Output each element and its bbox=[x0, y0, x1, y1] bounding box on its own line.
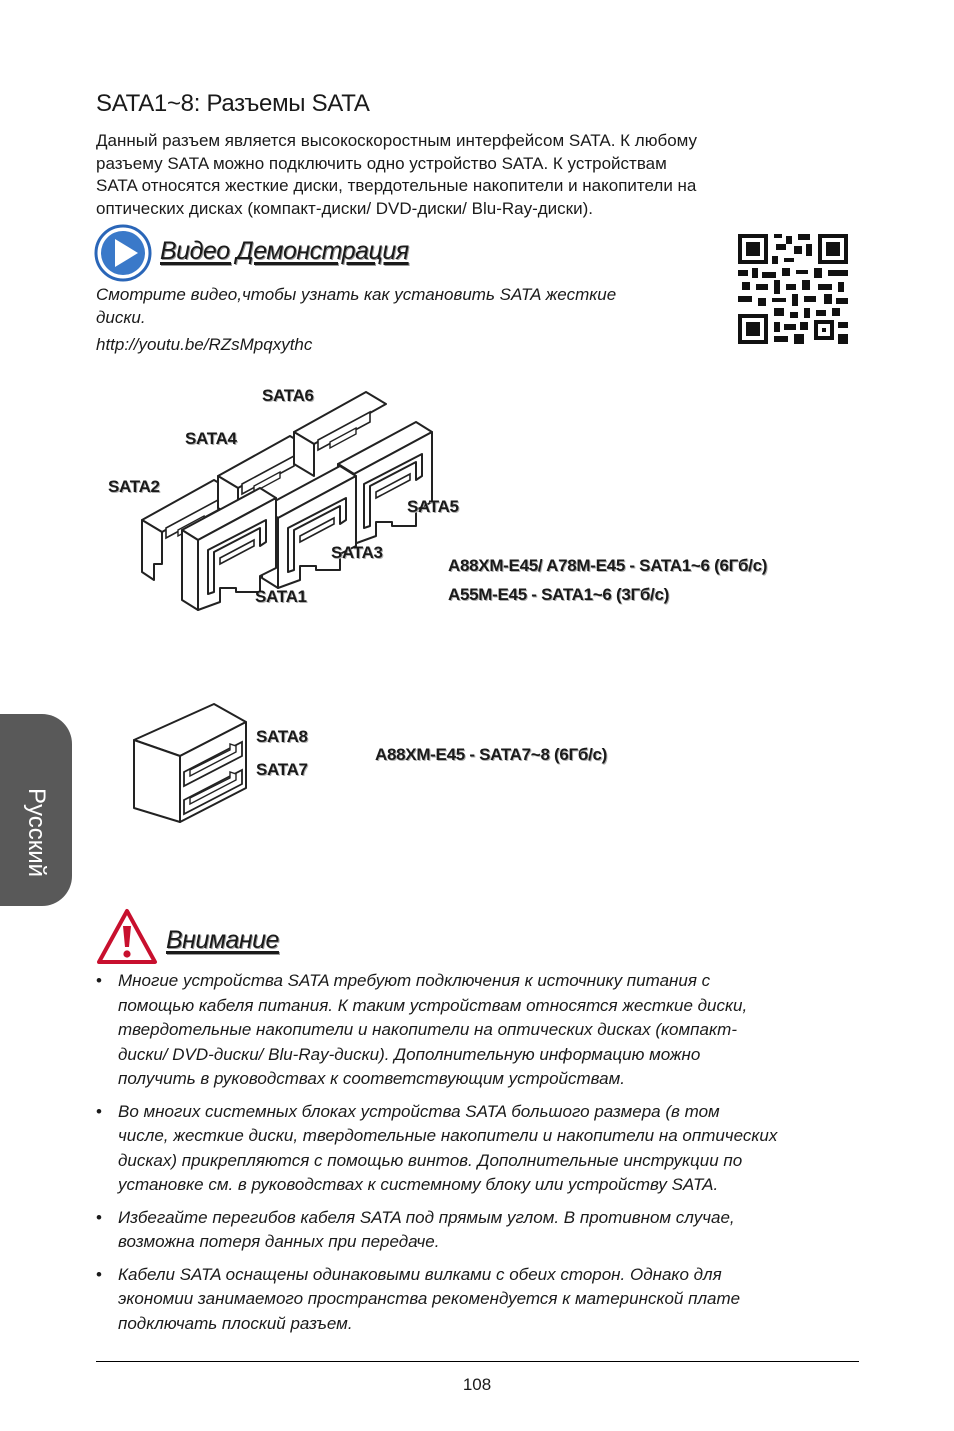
intro-line: Данный разъем является высокоскоростным интерфейсом SATA. К любому bbox=[96, 131, 698, 150]
video-description bbox=[96, 283, 696, 329]
bullet-icon: • bbox=[96, 971, 102, 990]
warning-item: • Кабели SATA оснащены одинаковыми вилками с обеих сторон. Однако для экономии занимаемого пространства рекомендуется к материнской плате подключать плоский разъем. bbox=[96, 1264, 741, 1333]
model-speed-note: A55M-E45 - SATA1~6 (3Гб/с) bbox=[448, 585, 669, 604]
bullet-icon: • bbox=[96, 1264, 102, 1284]
qr-code-icon bbox=[738, 234, 848, 344]
sata6-label: SATA6 bbox=[262, 386, 314, 405]
intro-line: оптических дисках (компакт-диски/ DVD-диски/ Blu-Ray-диски). bbox=[96, 198, 593, 218]
sata5-label: SATA5 bbox=[407, 497, 459, 516]
bullet-icon: • bbox=[96, 1207, 102, 1227]
section-title: SATA1~8: Разъемы SATA bbox=[96, 90, 370, 117]
model-speed-note: A88XM-E45/ A78M-E45 - SATA1~6 (6Гб/с) bbox=[448, 556, 768, 575]
warning-heading: Внимание bbox=[166, 926, 279, 954]
footer-divider bbox=[96, 1361, 859, 1362]
bullet-icon: • bbox=[96, 1101, 102, 1121]
warning-list bbox=[96, 969, 864, 1336]
sata4-label: SATA4 bbox=[185, 429, 237, 448]
warning-triangle-icon bbox=[96, 908, 158, 966]
video-url-link[interactable]: http://youtu.be/RZsMpqxythc bbox=[96, 335, 313, 354]
warning-item: • Во многих системных блоках устройства SATA большого размера (в том числе, жесткие диски, твердотельные накопители и накопители на оптических дисках) прикрепляются с помощью винтов. Дополнительные инструкции по установке см. в руководствах к системному блоку или устройству SATA. bbox=[96, 1101, 778, 1194]
video-desc-line: диски. bbox=[96, 308, 146, 327]
language-side-tab bbox=[0, 714, 72, 906]
warning-item: • Избегайте перегибов кабеля SATA под прямым углом. В противном случае, возможна потеря данных при передаче. bbox=[96, 1207, 735, 1251]
sata7-8-diagram bbox=[130, 700, 250, 826]
intro-line: SATA относятся жесткие диски, твердотельные накопители и накопители на bbox=[96, 176, 697, 195]
model-speed-note: A88XM-E45 - SATA7~8 (6Гб/с) bbox=[375, 745, 608, 764]
intro-paragraph bbox=[96, 130, 856, 220]
sata7-label: SATA7 bbox=[256, 760, 308, 779]
sata3-label: SATA3 bbox=[331, 543, 383, 562]
warning-item: • Многие устройства SATA требуют подключения к источнику питания с помощью кабеля питания. К таким устройствам относятся жесткие диски, твердотельные накопители и накопители на оптических дисках (компакт- диски/ DVD-диски/ Blu-Ray-диски). Дополнительную информацию можно получить в руководствах к соответствующим устройствам. bbox=[96, 971, 748, 1088]
sata8-label: SATA8 bbox=[256, 727, 308, 746]
sata2-label: SATA2 bbox=[108, 477, 160, 496]
play-icon bbox=[94, 224, 154, 284]
sata-ports-diagram bbox=[138, 384, 448, 612]
page-number: 108 bbox=[462, 1375, 492, 1394]
sata1-label: SATA1 bbox=[255, 587, 307, 606]
video-heading: Видео Демонстрация bbox=[160, 237, 409, 265]
language-label: Русский bbox=[23, 788, 50, 878]
intro-line: разъему SATA можно подключить одно устройство SATA. К устройствам bbox=[96, 153, 667, 173]
video-desc-line: Смотрите видео,чтобы узнать как установить SATA жесткие bbox=[96, 285, 617, 304]
